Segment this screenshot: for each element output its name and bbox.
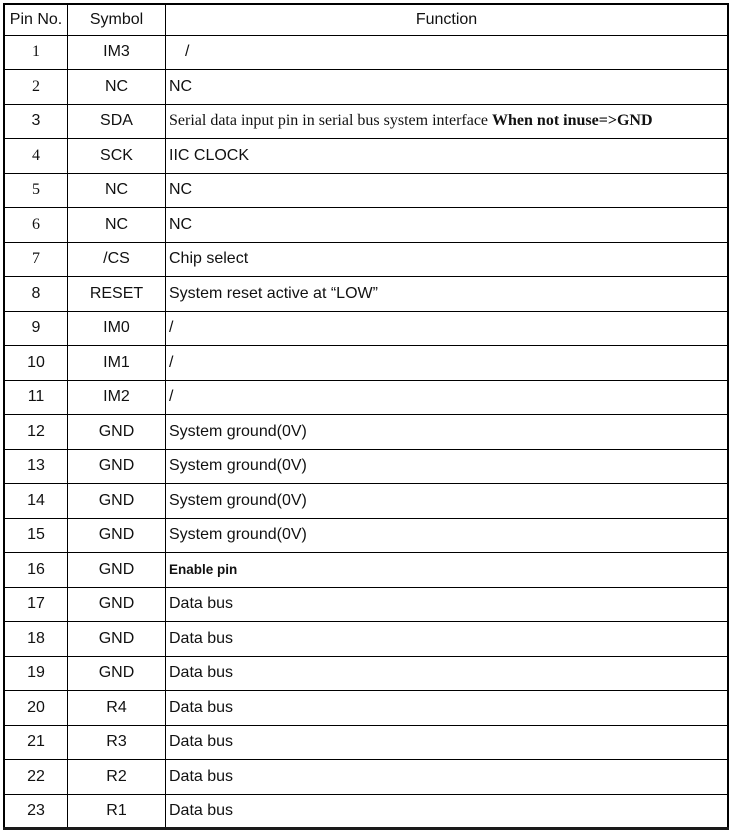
function-text: System reset active at “LOW” [169, 284, 378, 302]
function-text: Chip select [169, 250, 249, 268]
pin-number-cell: 18 [4, 622, 68, 657]
table-row [4, 794, 728, 829]
table-row [4, 553, 728, 588]
table-row [4, 484, 728, 519]
function-text: / [169, 388, 174, 406]
function-text: Data bus [169, 767, 234, 785]
function-cell [166, 794, 729, 829]
pin-number-cell: 2 [4, 70, 68, 105]
function-cell [166, 622, 729, 657]
symbol-cell: R4 [68, 691, 166, 726]
pin-number-cell: 11 [4, 380, 68, 415]
symbol-cell: R1 [68, 794, 166, 829]
pin-number-cell: 3 [4, 104, 68, 139]
table-row [4, 277, 728, 312]
symbol-cell: GND [68, 622, 166, 657]
function-text: / [169, 353, 174, 371]
symbol-cell: IM3 [68, 35, 166, 70]
symbol-cell: GND [68, 518, 166, 553]
function-text: NC [169, 215, 193, 233]
symbol-cell: NC [68, 208, 166, 243]
function-text: System ground(0V) [169, 422, 307, 440]
pin-function-table [3, 3, 729, 830]
function-cell [166, 139, 729, 174]
function-cell [166, 70, 729, 105]
function-cell [166, 208, 729, 243]
function-text: Data bus [169, 733, 234, 751]
function-text: When not inuse=>GND [492, 112, 653, 130]
pin-number-cell: 5 [4, 173, 68, 208]
symbol-cell: SCK [68, 139, 166, 174]
function-cell [166, 656, 729, 691]
pin-number-cell: 23 [4, 794, 68, 829]
table-row [4, 656, 728, 691]
header-pin-no: Pin No. [4, 4, 68, 35]
function-cell [166, 725, 729, 760]
pin-number-cell: 12 [4, 415, 68, 450]
table-row [4, 380, 728, 415]
symbol-cell: GND [68, 449, 166, 484]
pin-number-cell: 21 [4, 725, 68, 760]
function-text: Serial data input pin in serial bus system interface [169, 112, 493, 130]
symbol-cell: IM2 [68, 380, 166, 415]
function-cell [166, 35, 729, 70]
pin-number-cell: 22 [4, 760, 68, 795]
pin-number-cell: 13 [4, 449, 68, 484]
table-row [4, 587, 728, 622]
function-text: System ground(0V) [169, 526, 307, 544]
pin-number-cell: 6 [4, 208, 68, 243]
symbol-cell: GND [68, 656, 166, 691]
pin-number-cell: 1 [4, 35, 68, 70]
table-row [4, 311, 728, 346]
function-cell [166, 311, 729, 346]
function-text: NC [169, 181, 193, 199]
header-function: Function [166, 4, 729, 35]
symbol-cell: IM0 [68, 311, 166, 346]
function-cell [166, 449, 729, 484]
pin-number-cell: 7 [4, 242, 68, 277]
function-cell [166, 104, 729, 139]
table-row [4, 760, 728, 795]
function-cell [166, 173, 729, 208]
function-text: System ground(0V) [169, 491, 307, 509]
table-row [4, 139, 728, 174]
pin-number-cell: 15 [4, 518, 68, 553]
function-text: Data bus [169, 801, 234, 819]
symbol-cell: GND [68, 415, 166, 450]
table-header [4, 4, 728, 35]
pin-number-cell: 17 [4, 587, 68, 622]
symbol-cell: GND [68, 484, 166, 519]
pin-number-cell: 8 [4, 277, 68, 312]
table-row [4, 518, 728, 553]
function-text: System ground(0V) [169, 457, 307, 475]
table-row [4, 35, 728, 70]
function-cell [166, 518, 729, 553]
table-row [4, 691, 728, 726]
table-row [4, 415, 728, 450]
header-row [4, 4, 728, 35]
function-cell [166, 760, 729, 795]
function-text: Enable pin [169, 561, 238, 577]
function-text: IIC CLOCK [169, 146, 250, 164]
header-symbol: Symbol [68, 4, 166, 35]
pin-number-cell: 4 [4, 139, 68, 174]
function-text: Data bus [169, 698, 234, 716]
function-cell [166, 553, 729, 588]
symbol-cell: R3 [68, 725, 166, 760]
table-row [4, 622, 728, 657]
pin-number-cell: 20 [4, 691, 68, 726]
function-text: Data bus [169, 629, 234, 647]
function-cell [166, 484, 729, 519]
pin-number-cell: 14 [4, 484, 68, 519]
function-text: / [185, 43, 190, 61]
symbol-cell: IM1 [68, 346, 166, 381]
symbol-cell: SDA [68, 104, 166, 139]
symbol-cell: NC [68, 173, 166, 208]
symbol-cell: GND [68, 587, 166, 622]
table-row [4, 70, 728, 105]
function-cell [166, 380, 729, 415]
table-row [4, 208, 728, 243]
function-cell [166, 415, 729, 450]
function-cell [166, 242, 729, 277]
table-row [4, 725, 728, 760]
function-cell [166, 691, 729, 726]
symbol-cell: RESET [68, 277, 166, 312]
table-row [4, 104, 728, 139]
pin-number-cell: 19 [4, 656, 68, 691]
table-row [4, 346, 728, 381]
function-cell [166, 587, 729, 622]
function-cell [166, 277, 729, 312]
function-text: NC [169, 77, 193, 95]
pin-number-cell: 10 [4, 346, 68, 381]
symbol-cell: NC [68, 70, 166, 105]
function-text: Data bus [169, 595, 234, 613]
symbol-cell: GND [68, 553, 166, 588]
pin-number-cell: 9 [4, 311, 68, 346]
table-body [4, 35, 728, 829]
table-row [4, 242, 728, 277]
symbol-cell: R2 [68, 760, 166, 795]
function-text: Data bus [169, 664, 234, 682]
symbol-cell: /CS [68, 242, 166, 277]
function-cell [166, 346, 729, 381]
table-row [4, 449, 728, 484]
function-text: / [169, 319, 174, 337]
table-row [4, 173, 728, 208]
pin-number-cell: 16 [4, 553, 68, 588]
